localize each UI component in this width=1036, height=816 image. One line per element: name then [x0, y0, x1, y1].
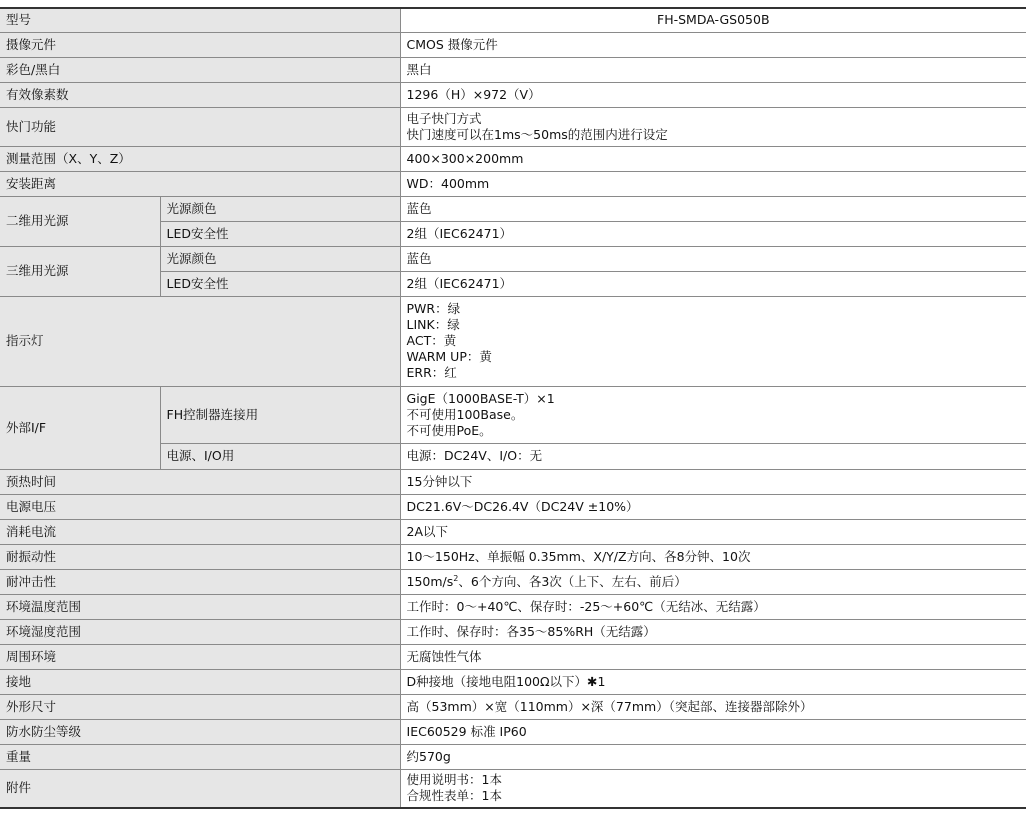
sub-label: LED安全性 [160, 221, 400, 246]
table-row-model [0, 8, 1026, 32]
table-row [0, 769, 1026, 808]
row-label: 接地 [0, 669, 400, 694]
row-value: 电源：DC24V、I/O：无 [400, 443, 1026, 469]
row-value: 蓝色 [400, 246, 1026, 271]
row-label: 环境温度范围 [0, 594, 400, 619]
value-line: GigE（1000BASE-T）×1 [406, 390, 555, 406]
row-value: 无腐蚀性气体 [400, 644, 1026, 669]
value-line: ERR：红 [406, 365, 457, 380]
row-label: 预热时间 [0, 469, 400, 494]
group-label: 外部I/F [0, 386, 160, 469]
row-label: 彩色/黑白 [0, 57, 400, 82]
table-row [0, 694, 1026, 719]
value-line: ACT：黄 [406, 333, 457, 348]
row-value: 蓝色 [400, 196, 1026, 221]
spec-table [0, 7, 1026, 809]
row-value: WD：400mm [400, 171, 1026, 196]
row-label: 摄像元件 [0, 32, 400, 57]
table-row [0, 469, 1026, 494]
row-value: 黑白 [400, 57, 1026, 82]
table-row [0, 32, 1026, 57]
row-label: 消耗电流 [0, 519, 400, 544]
value-line: 使用说明书：1本 [406, 772, 502, 788]
row-label: 外形尺寸 [0, 694, 400, 719]
row-value: 10～150Hz、单振幅 0.35mm、X/Y/Z方向、各8分钟、10次 [400, 544, 1026, 569]
sub-label: FH控制器连接用 [160, 386, 400, 443]
row-value: 工作时：0～+40℃、保存时：-25～+60℃（无结冰、无结露） [400, 594, 1026, 619]
row-label: 电源电压 [0, 494, 400, 519]
superscript: 2 [453, 573, 459, 583]
table-row [0, 669, 1026, 694]
value-line: LINK：绿 [406, 317, 460, 332]
value-line: 不可使用100Base。 [406, 406, 524, 422]
row-value [400, 107, 1026, 146]
value-line: 合规性表单：1本 [406, 788, 502, 804]
table-row [0, 107, 1026, 146]
row-label: 周围环境 [0, 644, 400, 669]
row-label: 环境湿度范围 [0, 619, 400, 644]
table-row-vibration [0, 544, 1026, 569]
model-value: FH-SMDA-GS050B [400, 8, 1026, 32]
row-label: 指示灯 [0, 296, 400, 386]
row-value: IEC60529 标准 IP60 [400, 719, 1026, 744]
table-row [0, 494, 1026, 519]
row-value: 约570g [400, 744, 1026, 769]
row-value: 2A以下 [400, 519, 1026, 544]
row-value: DC21.6V～DC26.4V（DC24V ±10%） [400, 494, 1026, 519]
value-line: WARM UP：黄 [406, 349, 492, 364]
table-row [0, 644, 1026, 669]
table-row-shock [0, 569, 1026, 594]
row-label: 测量范围（X、Y、Z） [0, 146, 400, 171]
table-row [0, 594, 1026, 619]
row-value: CMOS 摄像元件 [400, 32, 1026, 57]
row-label: 重量 [0, 744, 400, 769]
row-label: 耐冲击性 [0, 569, 400, 594]
shock-value-post: 、6个方向、各3次（上下、左右、前后） [458, 573, 687, 589]
table-row [0, 719, 1026, 744]
table-row-light3d [0, 246, 1026, 271]
sub-label: 光源颜色 [160, 246, 400, 271]
row-value: 400×300×200mm [400, 146, 1026, 171]
value-line: 快门速度可以在1ms～50ms的范围内进行设定 [406, 126, 668, 142]
group-label: 二维用光源 [0, 196, 160, 246]
table-row-indicator [0, 296, 1026, 386]
row-label: 型号 [0, 8, 400, 32]
table-row-external-if [0, 386, 1026, 443]
table-row [0, 82, 1026, 107]
sub-label: 电源、I/O用 [160, 443, 400, 469]
row-label: 防水防尘等级 [0, 719, 400, 744]
value-line: 电子快门方式 [406, 110, 482, 126]
row-value [400, 386, 1026, 443]
value-line: PWR：绿 [406, 301, 461, 316]
row-label: 附件 [0, 769, 400, 808]
row-label: 快门功能 [0, 107, 400, 146]
row-value: D种接地（接地电阻100Ω以下）✱1 [400, 669, 1026, 694]
row-value: 15分钟以下 [400, 469, 1026, 494]
table-row-light2d [0, 196, 1026, 221]
row-label: 有效像素数 [0, 82, 400, 107]
table-row [0, 146, 1026, 171]
group-label: 三维用光源 [0, 246, 160, 296]
value-line: 不可使用PoE。 [406, 422, 492, 438]
shock-value-pre: 150m/s [406, 573, 454, 589]
row-value [400, 296, 1026, 386]
sub-label: LED安全性 [160, 271, 400, 296]
row-value: 2组（IEC62471） [400, 271, 1026, 296]
row-value [400, 769, 1026, 808]
table-row [0, 744, 1026, 769]
sub-label: 光源颜色 [160, 196, 400, 221]
row-value: 2组（IEC62471） [400, 221, 1026, 246]
row-label: 耐振动性 [0, 544, 400, 569]
table-row [0, 57, 1026, 82]
row-value: 工作时、保存时：各35～85%RH（无结露） [400, 619, 1026, 644]
table-row [0, 519, 1026, 544]
table-row [0, 619, 1026, 644]
row-label: 安装距离 [0, 171, 400, 196]
row-value: 高（53mm）×宽（110mm）×深（77mm）（突起部、连接器部除外） [400, 694, 1026, 719]
row-value [400, 569, 1026, 594]
table-row [0, 171, 1026, 196]
row-value: 1296（H）×972（V） [400, 82, 1026, 107]
